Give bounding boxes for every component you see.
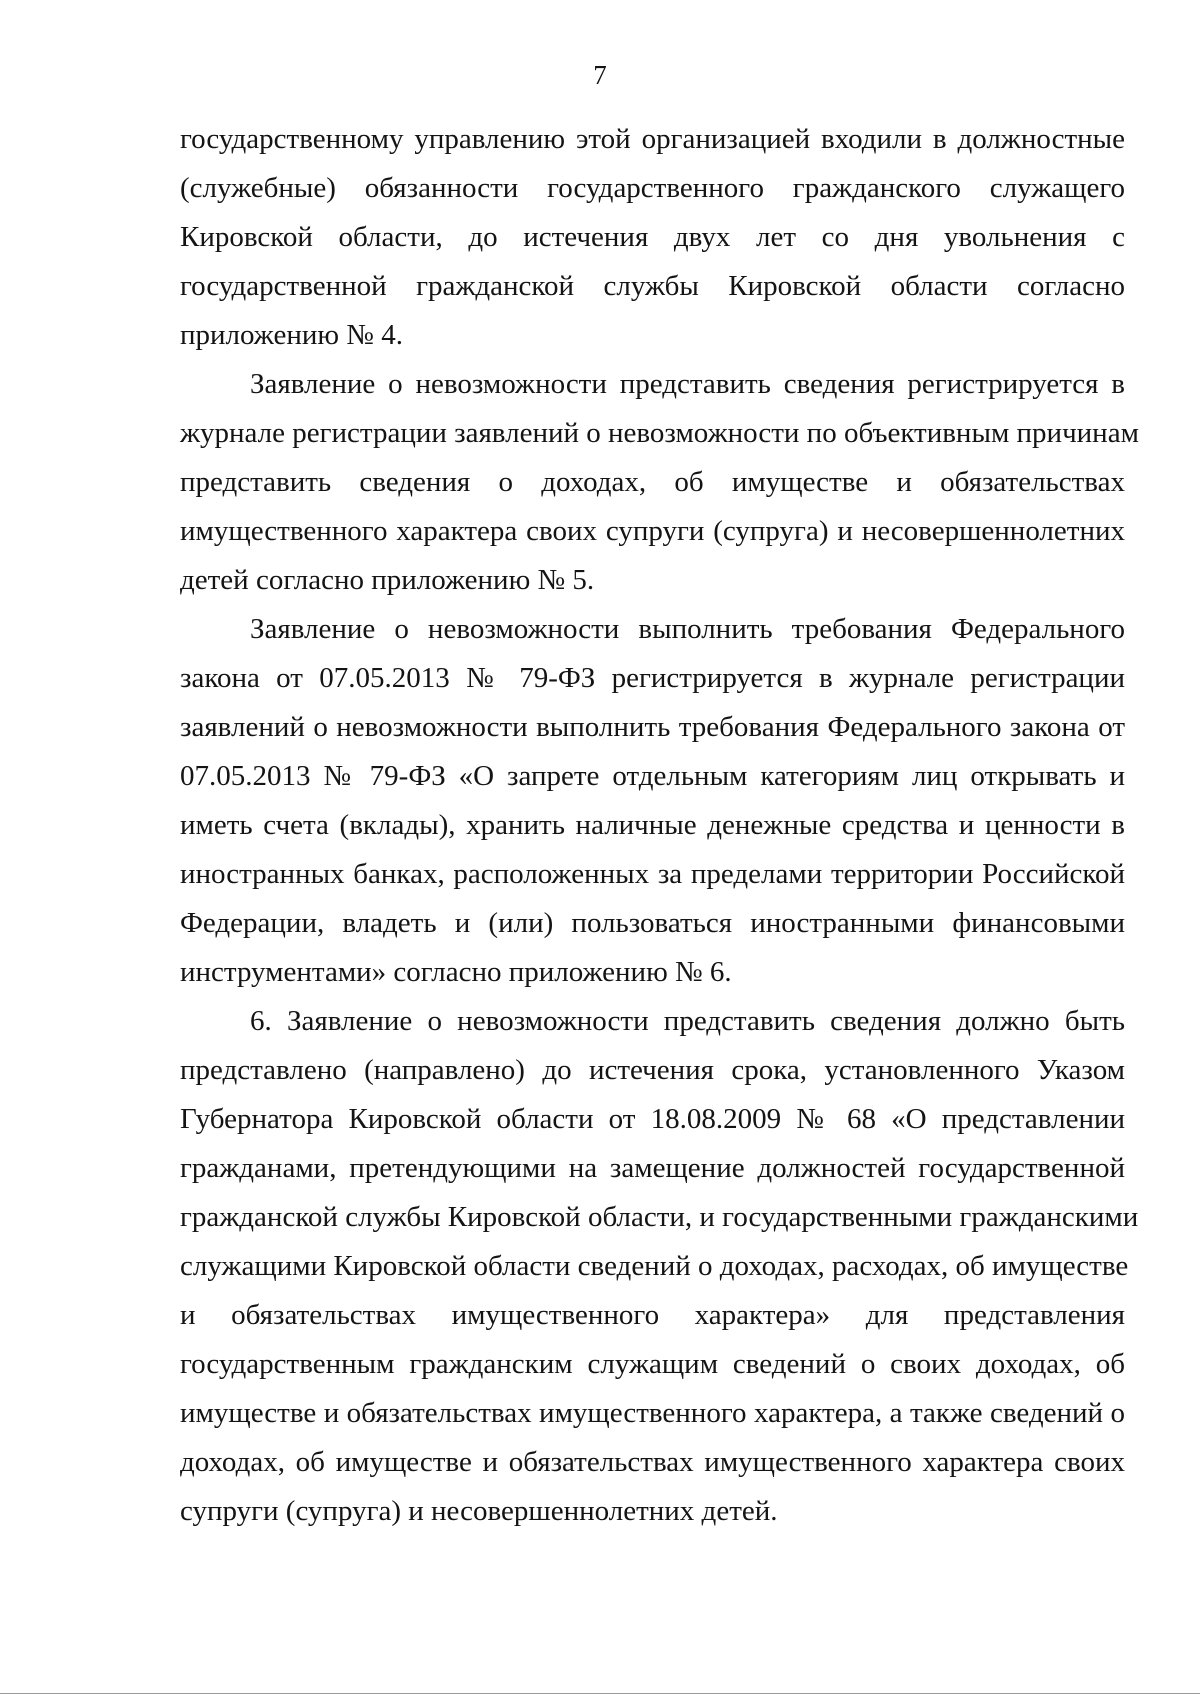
text-line: представить сведения о доходах, об имуществе и обязательствах (180, 466, 1125, 498)
text-line: Заявление о невозможности представить сведения регистрируется в (250, 368, 1125, 400)
text-line: иметь счета (вклады), хранить наличные денежные средства и ценности в (180, 809, 1125, 841)
text-line: государственной гражданской службы Кировской области согласно (180, 270, 1125, 302)
text-line: приложению № 4. (180, 319, 403, 351)
text-line: имущественного характера своих супруги (супруга) и несовершеннолетних (180, 515, 1125, 547)
text-line: гражданами, претендующими на замещение должностей государственной (180, 1152, 1125, 1184)
text-line: 07.05.2013 № 79-ФЗ «О запрете отдельным категориям лиц открывать и (180, 760, 1125, 792)
text-line: имуществе и обязательствах имущественного характера, а также сведений о (180, 1397, 1125, 1429)
text-line: представлено (направлено) до истечения срока, установленного Указом (180, 1054, 1125, 1086)
text-line: Кировской области, до истечения двух лет со дня увольнения с (180, 221, 1125, 253)
text-line: инструментами» согласно приложению № 6. (180, 956, 732, 988)
text-line: супруги (супруга) и несовершеннолетних детей. (180, 1495, 778, 1527)
text-line: 6. Заявление о невозможности представить сведения должно быть (250, 1005, 1125, 1037)
text-line: и обязательствах имущественного характера» для представления (180, 1299, 1125, 1331)
text-line: служащими Кировской области сведений о доходах, расходах, об имуществе (180, 1250, 1129, 1282)
text-line: детей согласно приложению № 5. (180, 564, 595, 596)
text-line: журнале регистрации заявлений о невозможности по объективным причинам (180, 417, 1139, 449)
paragraph-report-statement (180, 360, 1139, 605)
paragraph-federal-law-statement (180, 605, 1125, 997)
page-number: 7 (593, 60, 607, 90)
text-line: Губернатора Кировской области от 18.08.2009 № 68 «О представлении (180, 1103, 1125, 1135)
text-line: государственным гражданским служащим сведений о своих доходах, об (180, 1348, 1125, 1380)
scan-bottom-edge (0, 1693, 1200, 1694)
text-line: государственному управлению этой организацией входили в должностные (180, 123, 1125, 155)
document-body (180, 115, 1139, 1536)
paragraph-section-6 (180, 997, 1139, 1536)
text-line: доходах, об имуществе и обязательствах имущественного характера своих (180, 1446, 1125, 1478)
text-line: Федерации, владеть и (или) пользоваться иностранными финансовыми (180, 907, 1125, 939)
text-line: гражданской службы Кировской области, и государственными гражданскими (180, 1201, 1139, 1233)
text-line: закона от 07.05.2013 № 79-ФЗ регистрируется в журнале регистрации (180, 662, 1125, 694)
text-line: иностранных банках, расположенных за пределами территории Российской (180, 858, 1125, 890)
paragraph-continuation (180, 115, 1125, 360)
text-line: заявлений о невозможности выполнить требования Федерального закона от (180, 711, 1125, 743)
text-line: (служебные) обязанности государственного гражданского служащего (180, 172, 1125, 204)
text-line: Заявление о невозможности выполнить требования Федерального (250, 613, 1125, 645)
